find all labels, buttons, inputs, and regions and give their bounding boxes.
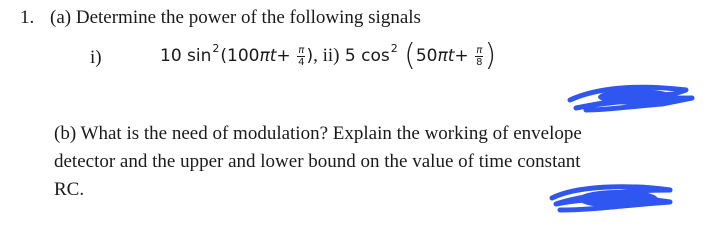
signal-2-fraction [475, 45, 483, 68]
signal-1-t: t [269, 46, 277, 66]
part-a-prompt [50, 6, 421, 30]
signal-1-func: sin [187, 46, 212, 66]
question-number: 1. [20, 7, 35, 28]
signal-1-pi: π [259, 46, 270, 66]
item-i-label: i) [90, 47, 102, 68]
signal-equations [160, 38, 497, 73]
signal-2-arg: 50 [415, 46, 438, 66]
part-a-label: (a) [50, 7, 72, 28]
signal-1-fraction [297, 45, 305, 68]
signal-2-plus: + [454, 46, 469, 66]
signal-1-plus: + [276, 46, 291, 66]
signal-2-open: ( [404, 38, 416, 73]
signal-2-func: cos [361, 46, 390, 66]
signal-1-close: ) [306, 46, 314, 66]
signal-2-t: t [447, 46, 455, 66]
signal-1-arg-open: (100 [220, 46, 260, 66]
signal-1-power: 2 [212, 42, 220, 55]
signal-2-pi: π [437, 46, 448, 66]
signal-2-close: ) [484, 38, 497, 73]
signal-2-frac-num: π [476, 44, 483, 56]
part-a-text: Determine the power of the following signals [75, 7, 421, 28]
item-separator: , ii) [313, 45, 340, 66]
signal-1-coef: 10 [160, 46, 182, 66]
part-b-line-3: RC. [54, 179, 85, 200]
redaction-scribble-bottom [546, 180, 676, 216]
signal-2-power: 2 [390, 42, 398, 55]
signal-1-frac-den: 4 [298, 56, 305, 68]
signal-1-frac-num: π [298, 44, 305, 56]
part-b-line-1: (b) What is the need of modulation? Explain the working of envelope [54, 123, 582, 144]
redaction-scribble-top [566, 80, 696, 114]
signal-2-frac-den: 8 [476, 56, 483, 68]
signal-2-coef: 5 [344, 46, 356, 66]
part-b-line-2: detector and the upper and lower bound on the value of time constant [54, 151, 581, 172]
